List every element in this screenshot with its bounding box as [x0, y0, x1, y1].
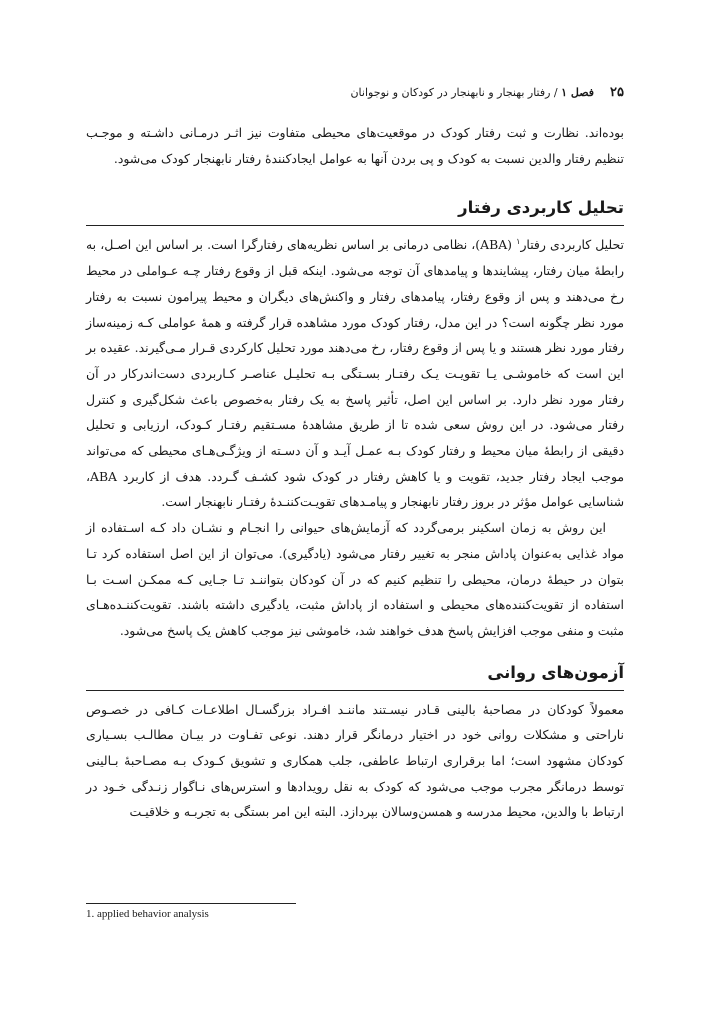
tests-paragraph-1: معمولاً کودکان در مصاحبۀ بالینی قـادر نیسـتند ماننـد افـراد بزرگسـال اطلاعـات کـافی در خصـوص ناراحتی و مشکلات روانی خود در اختیار درمانگر قرار دهند. نوعی تفـاوت در بیـان مطالـب بسـیاری کودکان مشهود است؛ اما برقراری ارتباط عاطفی، جلب همکاری و تشویق کـودک بـه مصـاحبۀ بـالینی توسط درمانگر مجرب موجب می‌شود که کودک به نقل رویدادها و استرس‌های نـاگوار زنـدگی خـود در ارتباط با والدین، محیط مدرسه و همسن‌وسالان بپردازد. البته این امر بستگی به تجربـه و خلاقیـت	[86, 701, 624, 820]
footnote: 1. applied behavior analysis	[86, 908, 209, 920]
footnote-divider	[86, 903, 296, 904]
footnote-marker: ۱	[516, 237, 521, 247]
page-number: ۲۵	[610, 84, 624, 100]
running-header	[86, 80, 624, 104]
aba-paragraph-1: تحلیل کاربردی رفتار$^۱$ (ABA)، نظامی درمانی بر اساس نظریه‌های رفتارگرا است. بر اساس این اصـل، به رابطۀ میان رفتار، پیشایندها و پیامدهای آن توجه می‌شود. اینکه قبل از وقوع رفتار چـه عـواملی در محیط رخ می‌دهند و پس از وقوع رفتار، پیامدهای رفتار و واکنش‌های دیگران و محیط پیرامون نسبت به رفتار مورد نظر چگونه است؟ در این مدل، رفتار کودک مورد مشاهده قرار گرفته و همۀ عواملی کـه زمینه‌ساز رفتار مورد نظر هستند و یا پس از وقوع رفتار، رخ می‌دهند مورد تحلیل کارکردی قـرار مـی‌گیرند. عقیده بر این است که خاموشـی یـا تقویـت یـک رفتـار بسـتگی بـه تحلیـل عناصـر کـاربردی دست‌اندرکار در آن رفتار مورد نظر دارد. بر اساس این اصل، تأثیر پاسخ به یک رفتار به‌خصوص باعث شکل‌گیری و کنترل رفتار می‌شود. در این روش سعی شده تا از طریق مشاهدۀ مسـتقیم رفتـار کـودک، ارزیابی و تحلیل دقیقی از رابطۀ میان محیط و رفتار کودک بـه عمـل آیـد و آن دسـته از ویژگـی‌هـای محیطی که می‌تواند موجب ایجاد رفتار جدید، تقویت و یا کاهش رفتار در کودک شود کشـف گـردد. هدف از کاربرد ABA، شناسایی عوامل مؤثر در بروز رفتار نابهنجار و پیامـدهای تقویـت‌کننـدۀ رفتـار نابهنجار است.	[86, 237, 624, 510]
intro-paragraph: بوده‌اند. نظارت و ثبت رفتار کودک در موقعیت‌های محیطی متفاوت نیز اثـر درمـانی داشـته و موجـب تنظیم رفتار والدین نسبت به کودک و پی بردن آنها به عوامل ایجادکنندۀ رفتار نابهنجار کودک می‌شود.	[86, 125, 624, 166]
chapter-label: فصل ۱	[561, 85, 595, 99]
running-title	[350, 86, 594, 99]
section-heading-tests: آزمون‌های روانی	[487, 662, 624, 682]
body-text	[86, 120, 624, 825]
heading-rule	[86, 225, 624, 226]
heading-rule	[86, 690, 624, 691]
aba-paragraph-2: این روش به زمان اسکینر برمی‌گردد که آزمایش‌های حیوانی را انجـام و نشـان داد کـه اسـتفاده از مواد غذایی به‌عنوان پاداش منجر به تغییر رفتار می‌شود (یادگیری). می‌توان از این اصل استفاده کرد تـا بتوان در حیطۀ درمان، محیطی را تنظیم کنیم که در آن کودکان بتواننـد تـا جـایی کـه ممکـن اسـت بـا استفاده از تقویت‌کننده‌های محیطی و استفاده از پاداش مثبت، یادگیری داشته باشند. تقویت‌کننـده‌هـای مثبت و منفی موجب افزایش پاسخ هدف خواهند شد، خاموشی نیز موجب کاهش یک پاسخ می‌شود.	[86, 520, 624, 638]
book-title: / رفتار بهنجار و نابهنجار در کودکان و نوجوانان	[350, 85, 562, 99]
section-heading-aba: تحلیل کاربردی رفتار	[458, 198, 624, 218]
